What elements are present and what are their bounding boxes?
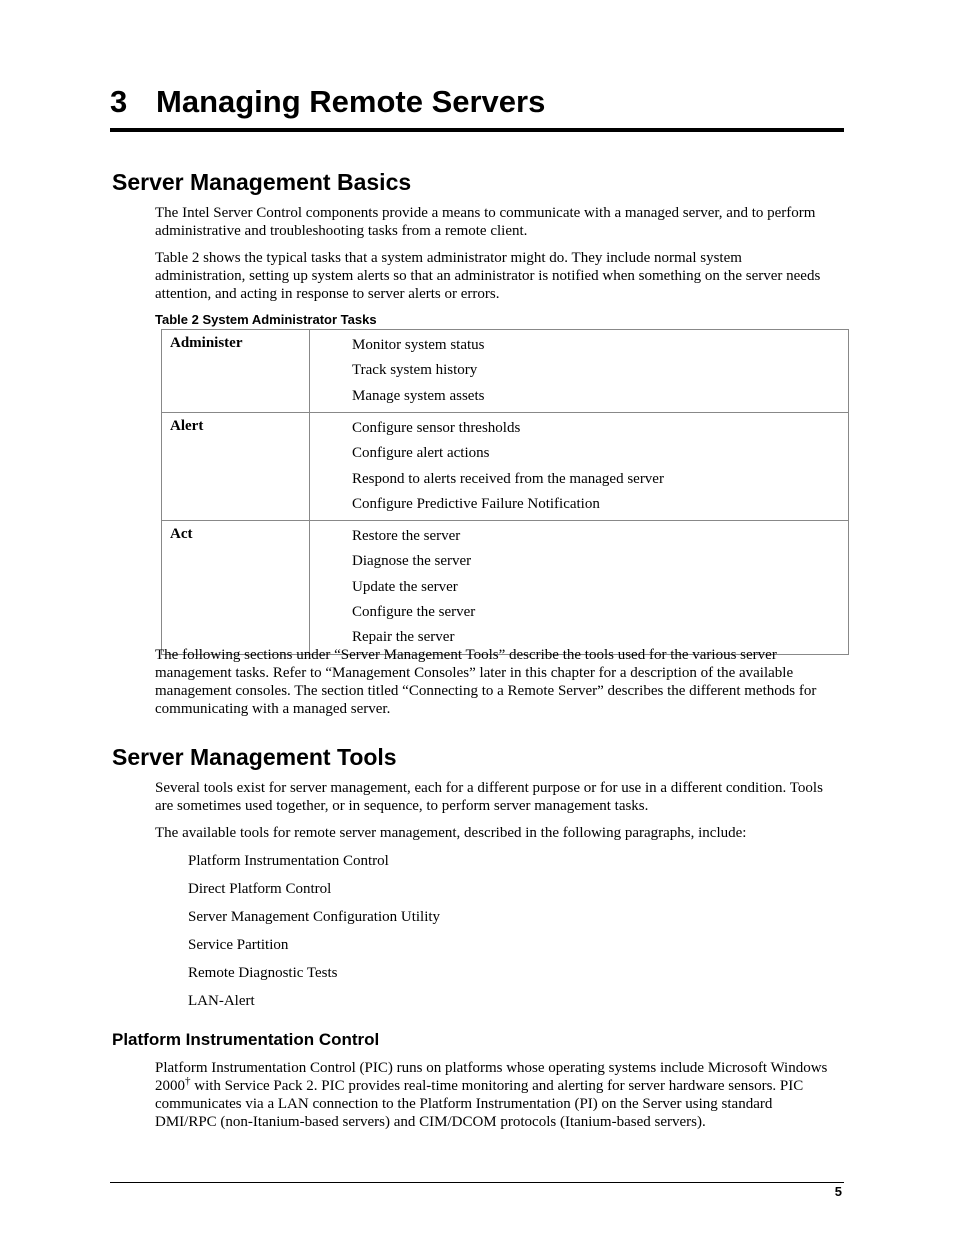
- tasks-cell: [310, 330, 849, 413]
- task-item: Update the server: [352, 578, 458, 595]
- task-item: Diagnose the server: [352, 553, 472, 570]
- basics-paragraph-1: The Intel Server Control components provide a means to communicate with a managed server, and to perform administrative and troubleshooting tasks from a remote client.: [155, 205, 816, 239]
- table-row-administer: [162, 330, 849, 413]
- task-item: Manage system assets: [352, 387, 485, 404]
- chapter-number: 3: [110, 84, 128, 119]
- chapter-divider: [110, 128, 844, 132]
- task-item: Track system history: [352, 362, 478, 379]
- task-item: Configure sensor thresholds: [352, 420, 521, 436]
- task-item: Monitor system status: [352, 337, 485, 353]
- footer-divider: [110, 1182, 844, 1183]
- task-item: Configure the server: [352, 604, 476, 621]
- pic-paragraph: [155, 1059, 830, 1131]
- pic-text-end: with Service Pack 2. PIC provides real-time monitoring and alerting for server hardware sensors. PIC communicates via a LAN connection to the Platform Instrumentation (PI) on the Server using standard DMI/RPC (non-Itanium-based servers) and CIM/DCOM protocols (Itanium-based servers).: [155, 1078, 804, 1130]
- task-item: Repair the server: [352, 629, 455, 646]
- table-caption: Table 2 System Administrator Tasks: [155, 312, 377, 327]
- tools-paragraph-1: Several tools exist for server management, each for a different purpose or for use in a different condition. Tools are sometimes used together, or in sequence, to perform server management tasks.: [155, 780, 823, 814]
- category-cell: Act: [162, 521, 310, 654]
- dagger-mark: †: [185, 1075, 191, 1087]
- category-cell: Alert: [162, 413, 310, 521]
- heading-server-management-basics: Server Management Basics: [112, 169, 412, 195]
- table-row-alert: [162, 413, 849, 521]
- list-item: Server Management Configuration Utility: [188, 909, 441, 925]
- list-item: Platform Instrumentation Control: [188, 853, 389, 869]
- heading-server-management-tools: Server Management Tools: [112, 744, 397, 770]
- list-item: Remote Diagnostic Tests: [188, 965, 338, 981]
- tools-list: [188, 851, 440, 1019]
- task-item: Restore the server: [352, 528, 461, 545]
- page-number: 5: [834, 1184, 842, 1199]
- list-item: LAN-Alert: [188, 993, 255, 1009]
- list-item: Service Partition: [188, 937, 289, 953]
- task-item: Configure Predictive Failure Notification: [352, 495, 600, 512]
- basics-paragraph-2: Table 2 shows the typical tasks that a system administrator might do. They include normal system administration, setting up system alerts so that an administrator is notified when something on the server needs attention, and acting in response to server alerts or errors.: [155, 250, 821, 302]
- tools-paragraph-2: The available tools for remote server management, described in the following paragraphs, include:: [155, 825, 747, 841]
- pic-text-start: Platform Instrumentation Control (PIC) runs on platforms whose operating systems include Microsoft Windows 2000: [155, 1060, 828, 1094]
- heading-platform-instrumentation-control: Platform Instrumentation Control: [112, 1030, 380, 1049]
- task-item: Configure alert actions: [352, 445, 490, 462]
- category-cell: Administer: [162, 330, 310, 413]
- tasks-cell: [310, 413, 849, 521]
- task-item: Respond to alerts received from the managed server: [352, 470, 664, 487]
- table-row-act: [162, 521, 849, 654]
- list-item: Direct Platform Control: [188, 881, 332, 897]
- chapter-title-text: Managing Remote Servers: [156, 84, 546, 119]
- basics-paragraph-3: The following sections under “Server Management Tools” describe the tools used for the various server management tasks. Refer to “Management Consoles” later in this chapter for a description of the available management consoles. The section titled “Connecting to a Remote Server” describes the different methods for communicating with a managed server.: [155, 647, 817, 717]
- tasks-cell: [310, 521, 849, 654]
- chapter-title: [110, 84, 545, 120]
- admin-tasks-table: [161, 329, 849, 655]
